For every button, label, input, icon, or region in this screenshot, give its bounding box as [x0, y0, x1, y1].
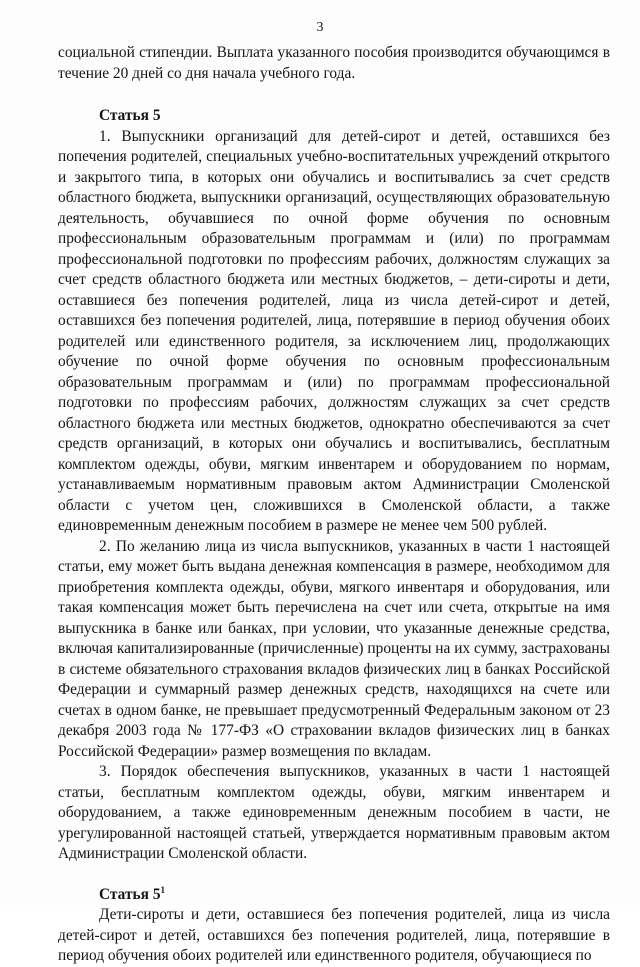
spacer — [58, 84, 610, 106]
article-5-heading: Статья 5 — [99, 107, 161, 124]
article-5 — [58, 106, 610, 865]
page-number: 3 — [316, 20, 324, 35]
article-5-part-3: 3. Порядок обеспечения выпускников, указанных в части 1 настоящей статьи, бесплатным комплектом одежды, обуви, мягким инвентарем и оборудованием, а также единовременным денежным пособием в части, не урегулированной настоящей статьей, утверждается нормативным правовым актом Администрации Смоленской области. — [58, 763, 610, 862]
spacer — [58, 865, 610, 885]
document-body — [58, 43, 610, 967]
article-5-1-heading-text: Статья 5 — [99, 885, 161, 903]
intro-paragraph: социальной стипендии. Выплата указанного пособия производится обучающимся в течение 20 дней со дня начала учебного года. — [58, 44, 610, 82]
article-5-1-heading — [99, 885, 610, 906]
article-5-part-1: 1. Выпускники организаций для детей-сирот и детей, оставшихся без попечения родителей, специальных учебно-воспитательных учреждений открытого и закрытого типа, в которых они обучались и воспитывались за счет средств областного бюджета, выпускники организаций, осуществляющих образовательную деятельность, обучавшиеся по очной форме обучения по основным профессиональным образовательным программам и (или) по программам профессиональной подготовки по профессиям рабочих, должностям служащих за счет средств областного бюджета или местных бюджетов, – дети-сироты и дети, оставшиеся без попечения родителей, лица из числа детей-сирот и детей, оставшихся без попечения родителей, лица, потерявшие в период обучения обоих родителей или единственного родителя, за исключением лиц, продолжающих обучение по очной форме обучения по основным профессиональным образовательным программам и (или) по программам профессиональной подготовки по профессиям рабочих, должностям служащих за счет средств областного бюджета или местных бюджетов, однократно обеспечиваются за счет средств организаций, в которых они обучались и воспитывались, бесплатным комплектом одежды, обуви, мягким инвентарем и оборудованием по нормам, устанавливаемым нормативным правовым актом Администрации Смоленской области с учетом цен, сложившихся в Смоленской области, а также единовременным денежным пособием в размере не менее чем 500 рублей. — [58, 127, 610, 534]
article-5-1 — [58, 885, 610, 967]
article-5-part-2: 2. По желанию лица из числа выпускников, указанных в части 1 настоящей статьи, ему может быть выдана денежная компенсация в размере, необходимом для приобретения комплекта одежды, обуви, мягкого инвентаря и оборудования, или такая компенсация может быть перечислена на счет или счета, открытые на имя выпускника в банке или банках, при условии, что указанные денежные средства, включая капитализированные (причисленные) проценты на их сумму, застрахованы в системе обязательного страхования вкладов физических лиц в банках Российской Федерации и суммарный размер денежных средств, находящихся на счете или счетах в одном банке, не превышает предусмотренный Федеральным законом от 23 декабря 2003 года № 177-ФЗ «О страховании вкладов физических лиц в банках Российской Федерации» размер возмещения по вкладам. — [58, 537, 610, 760]
article-5-1-heading-superscript: 1 — [160, 884, 166, 895]
article-5-1-paragraph: Дети-сироты и дети, оставшиеся без попечения родителей, лица из числа детей-сирот и детей, оставшихся без попечения родителей, лица, потерявшие в период обучения обоих родителей или единственного родителя, обучающиеся по — [58, 906, 610, 964]
